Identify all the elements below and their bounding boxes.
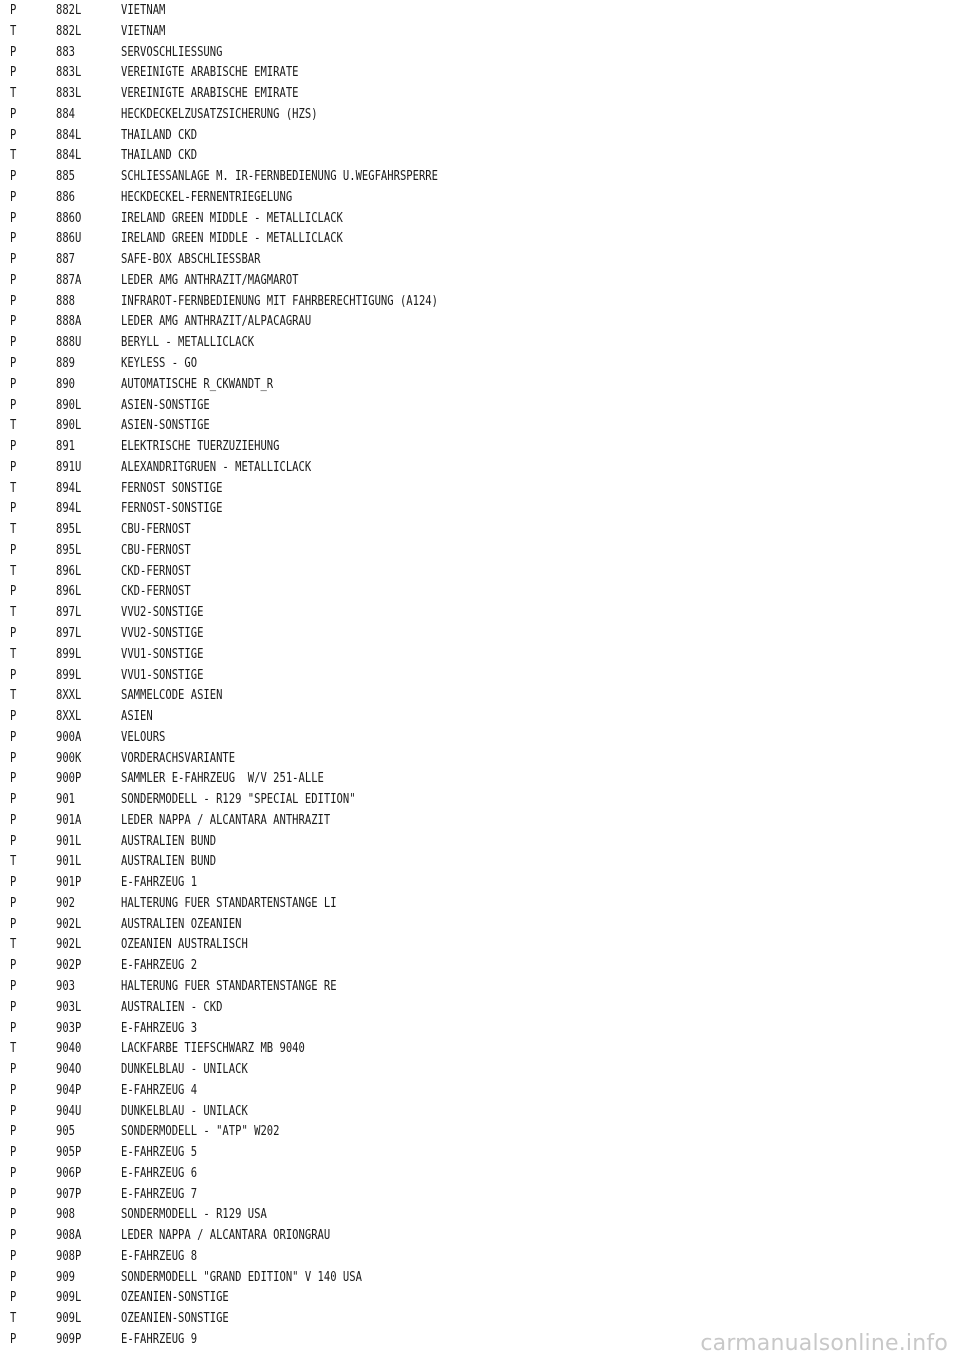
option-code: 8XXL (56, 708, 82, 725)
list-item (0, 395, 960, 416)
option-description: BERYLL - METALLICLACK (121, 334, 255, 351)
option-code: 901L (56, 832, 82, 849)
option-code: 888U (56, 334, 82, 351)
code-type: T (10, 853, 17, 870)
option-code: 909P (56, 1331, 82, 1347)
list-item (0, 478, 960, 499)
option-description: INFRAROT-FERNBEDIENUNG MIT FAHRBERECHTIGUNG (A124) (121, 292, 438, 309)
code-type: P (10, 1227, 17, 1244)
option-code: 909L (56, 1289, 82, 1306)
option-description: KEYLESS - GO (121, 355, 198, 372)
option-code: 888 (56, 292, 76, 309)
option-description: AUTOMATISCHE R_CKWANDT_R (121, 375, 274, 392)
option-description: HALTERUNG FUER STANDARTENSTANGE RE (121, 977, 337, 994)
option-code: 900K (56, 749, 82, 766)
list-item (0, 976, 960, 997)
code-type: P (10, 438, 17, 455)
list-item (0, 83, 960, 104)
list-item (0, 353, 960, 374)
option-description: HECKDECKELZUSATZSICHERUNG (HZS) (121, 105, 318, 122)
code-type: P (10, 1102, 17, 1119)
option-code: 901L (56, 853, 82, 870)
option-code: 890L (56, 417, 82, 434)
option-code: 903 (56, 977, 76, 994)
option-code: 904P (56, 1081, 82, 1098)
option-code: 882L (56, 2, 82, 18)
code-type: P (10, 749, 17, 766)
list-item (0, 561, 960, 582)
option-code: 886U (56, 230, 82, 247)
list-item (0, 540, 960, 561)
option-code: 890L (56, 396, 82, 413)
code-type: T (10, 417, 17, 434)
option-description: DUNKELBLAU - UNILACK (121, 1061, 248, 1078)
code-type: T (10, 479, 17, 496)
option-description: THAILAND CKD (121, 126, 198, 143)
code-type: P (10, 1019, 17, 1036)
option-description: OZEANIEN AUSTRALISCH (121, 936, 248, 953)
option-description: DUNKELBLAU - UNILACK (121, 1102, 248, 1119)
option-code: 895L (56, 521, 82, 538)
option-description: E-FAHRZEUG 7 (121, 1185, 198, 1202)
code-type: P (10, 188, 17, 205)
list-item (0, 706, 960, 727)
code-type: P (10, 230, 17, 247)
option-code: 907P (56, 1185, 82, 1202)
option-code: 909L (56, 1310, 82, 1327)
list-item (0, 1163, 960, 1184)
option-description: E-FAHRZEUG 4 (121, 1081, 198, 1098)
code-type: P (10, 313, 17, 330)
list-item (0, 934, 960, 955)
code-type: P (10, 1268, 17, 1285)
list-item (0, 1142, 960, 1163)
list-item (0, 623, 960, 644)
list-item (0, 748, 960, 769)
code-type: P (10, 1061, 17, 1078)
option-description: SAMMELCODE ASIEN (121, 687, 223, 704)
option-description: AUSTRALIEN - CKD (121, 998, 223, 1015)
option-code: 897L (56, 624, 82, 641)
option-code: 902L (56, 936, 82, 953)
option-code: 908 (56, 1206, 76, 1223)
option-code: 894L (56, 479, 82, 496)
list-item (0, 955, 960, 976)
option-description: ASIEN (121, 708, 153, 725)
list-item (0, 415, 960, 436)
option-code: 908P (56, 1247, 82, 1264)
list-item (0, 187, 960, 208)
list-item (0, 374, 960, 395)
list-item (0, 457, 960, 478)
option-code: 883 (56, 43, 76, 60)
option-code: 8XXL (56, 687, 82, 704)
code-type: P (10, 375, 17, 392)
list-item (0, 1018, 960, 1039)
code-type: P (10, 251, 17, 268)
code-type: P (10, 957, 17, 974)
list-item (0, 1308, 960, 1329)
option-code: 901 (56, 791, 76, 808)
option-code: 883L (56, 85, 82, 102)
option-description: CKD-FERNOST (121, 562, 191, 579)
option-code: 886O (56, 209, 82, 226)
option-code: 900P (56, 770, 82, 787)
code-type: P (10, 209, 17, 226)
option-code: 906P (56, 1164, 82, 1181)
list-item (0, 1101, 960, 1122)
list-item (0, 665, 960, 686)
list-item (0, 125, 960, 146)
option-code: 884L (56, 147, 82, 164)
code-type: P (10, 894, 17, 911)
code-type: P (10, 977, 17, 994)
code-type: P (10, 583, 17, 600)
list-item (0, 145, 960, 166)
option-description: ELEKTRISCHE TUERZUZIEHUNG (121, 438, 280, 455)
list-item (0, 1267, 960, 1288)
option-code: 894L (56, 500, 82, 517)
code-type: P (10, 271, 17, 288)
code-type: P (10, 770, 17, 787)
list-item (0, 768, 960, 789)
list-item (0, 644, 960, 665)
list-item (0, 1121, 960, 1142)
list-item (0, 208, 960, 229)
option-description: IRELAND GREEN MIDDLE - METALLICLACK (121, 209, 343, 226)
option-code: 897L (56, 604, 82, 621)
option-description: SERVOSCHLIESSUNG (121, 43, 223, 60)
code-type: T (10, 521, 17, 538)
option-description: SONDERMODELL - R129 "SPECIAL EDITION" (121, 791, 356, 808)
option-description: VVU1-SONSTIGE (121, 666, 204, 683)
option-description: E-FAHRZEUG 8 (121, 1247, 198, 1264)
code-type: P (10, 1144, 17, 1161)
code-type: T (10, 1040, 17, 1057)
list-item (0, 1038, 960, 1059)
option-description: HECKDECKEL-FERNENTRIEGELUNG (121, 188, 293, 205)
code-type: T (10, 687, 17, 704)
code-type: T (10, 1310, 17, 1327)
list-item (0, 498, 960, 519)
option-code: 903L (56, 998, 82, 1015)
option-code: 899L (56, 645, 82, 662)
option-description: AUSTRALIEN OZEANIEN (121, 915, 242, 932)
list-item (0, 810, 960, 831)
code-type: P (10, 915, 17, 932)
code-type: P (10, 396, 17, 413)
list-item (0, 914, 960, 935)
option-code: 905 (56, 1123, 76, 1140)
option-description: E-FAHRZEUG 9 (121, 1331, 198, 1347)
code-type: P (10, 666, 17, 683)
list-item (0, 893, 960, 914)
code-type: P (10, 791, 17, 808)
code-type: T (10, 936, 17, 953)
code-type: P (10, 64, 17, 81)
list-item (0, 21, 960, 42)
option-code: 891U (56, 458, 82, 475)
option-description: THAILAND CKD (121, 147, 198, 164)
code-type: P (10, 1206, 17, 1223)
list-item (0, 291, 960, 312)
option-description: FERNOST-SONSTIGE (121, 500, 223, 517)
option-code: 884 (56, 105, 76, 122)
option-code: 884L (56, 126, 82, 143)
option-description: LEDER NAPPA / ALCANTARA ANTHRAZIT (121, 811, 331, 828)
option-code: 882L (56, 22, 82, 39)
option-description: VIETNAM (121, 22, 166, 39)
option-description: ASIEN-SONSTIGE (121, 396, 210, 413)
option-description: HALTERUNG FUER STANDARTENSTANGE LI (121, 894, 337, 911)
option-code: 895L (56, 541, 82, 558)
option-description: E-FAHRZEUG 6 (121, 1164, 198, 1181)
option-code: 896L (56, 583, 82, 600)
list-item (0, 311, 960, 332)
option-code: 896L (56, 562, 82, 579)
option-description: LEDER AMG ANTHRAZIT/MAGMAROT (121, 271, 299, 288)
list-item (0, 851, 960, 872)
option-description: VORDERACHSVARIANTE (121, 749, 236, 766)
option-code: 904O (56, 1061, 82, 1078)
code-type: T (10, 147, 17, 164)
list-item (0, 872, 960, 893)
list-item (0, 602, 960, 623)
code-type: P (10, 624, 17, 641)
code-type: P (10, 1123, 17, 1140)
option-description: VIETNAM (121, 2, 166, 18)
option-description: SONDERMODELL "GRAND EDITION" V 140 USA (121, 1268, 362, 1285)
code-type: P (10, 1164, 17, 1181)
list-item (0, 1246, 960, 1267)
option-code: 905P (56, 1144, 82, 1161)
code-type: P (10, 43, 17, 60)
code-type: T (10, 604, 17, 621)
code-type: P (10, 874, 17, 891)
option-code: 901A (56, 811, 82, 828)
option-description: CBU-FERNOST (121, 541, 191, 558)
code-type: T (10, 85, 17, 102)
code-type: P (10, 998, 17, 1015)
code-type: P (10, 541, 17, 558)
option-description: AUSTRALIEN BUND (121, 832, 217, 849)
list-item (0, 42, 960, 63)
option-description: VVU2-SONSTIGE (121, 604, 204, 621)
code-type: P (10, 708, 17, 725)
option-description: E-FAHRZEUG 3 (121, 1019, 198, 1036)
list-item (0, 270, 960, 291)
code-type: P (10, 1331, 17, 1347)
watermark: carmanualsonline.info (700, 1331, 948, 1356)
code-type: P (10, 1247, 17, 1264)
code-type: P (10, 1185, 17, 1202)
list-item (0, 249, 960, 270)
option-description: VEREINIGTE ARABISCHE EMIRATE (121, 64, 299, 81)
code-type: P (10, 292, 17, 309)
option-description: LEDER AMG ANTHRAZIT/ALPACAGRAU (121, 313, 312, 330)
option-description: SCHLIESSANLAGE M. IR-FERNBEDIENUNG U.WEGFAHRSPERRE (121, 168, 438, 185)
option-code: 900A (56, 728, 82, 745)
list-item (0, 62, 960, 83)
option-description: SAFE-BOX ABSCHLIESSBAR (121, 251, 261, 268)
option-description: SONDERMODELL - "ATP" W202 (121, 1123, 280, 1140)
option-description: OZEANIEN-SONSTIGE (121, 1289, 229, 1306)
code-type: T (10, 562, 17, 579)
list-item (0, 1080, 960, 1101)
option-code: 891 (56, 438, 76, 455)
code-type: P (10, 355, 17, 372)
code-type: T (10, 645, 17, 662)
option-code: 901P (56, 874, 82, 891)
code-type: T (10, 22, 17, 39)
list-item (0, 332, 960, 353)
list-item (0, 685, 960, 706)
option-code: 903P (56, 1019, 82, 1036)
option-description: AUSTRALIEN BUND (121, 853, 217, 870)
option-code: 887A (56, 271, 82, 288)
option-description: VVU2-SONSTIGE (121, 624, 204, 641)
option-code: 902P (56, 957, 82, 974)
list-item (0, 228, 960, 249)
option-description: E-FAHRZEUG 2 (121, 957, 198, 974)
option-code: 904U (56, 1102, 82, 1119)
option-code: 883L (56, 64, 82, 81)
code-type: P (10, 2, 17, 18)
code-type: P (10, 1289, 17, 1306)
option-description: SAMMLER E-FAHRZEUG W/V 251-ALLE (121, 770, 324, 787)
code-type: P (10, 728, 17, 745)
option-description: OZEANIEN-SONSTIGE (121, 1310, 229, 1327)
list-item (0, 166, 960, 187)
option-code: 908A (56, 1227, 82, 1244)
option-code: 889 (56, 355, 76, 372)
option-description: LACKFARBE TIEFSCHWARZ MB 9040 (121, 1040, 305, 1057)
list-item (0, 581, 960, 602)
option-description: CKD-FERNOST (121, 583, 191, 600)
option-code: 902 (56, 894, 76, 911)
list-item (0, 1225, 960, 1246)
list-item (0, 1204, 960, 1225)
option-description: SONDERMODELL - R129 USA (121, 1206, 267, 1223)
option-description: E-FAHRZEUG 5 (121, 1144, 198, 1161)
option-code: 888A (56, 313, 82, 330)
option-code: 886 (56, 188, 76, 205)
list-item (0, 789, 960, 810)
option-description: FERNOST SONSTIGE (121, 479, 223, 496)
option-description: VVU1-SONSTIGE (121, 645, 204, 662)
option-code: 899L (56, 666, 82, 683)
option-description: E-FAHRZEUG 1 (121, 874, 198, 891)
option-description: ALEXANDRITGRUEN - METALLICLACK (121, 458, 312, 475)
option-description: ASIEN-SONSTIGE (121, 417, 210, 434)
option-description: CBU-FERNOST (121, 521, 191, 538)
code-type: P (10, 126, 17, 143)
list-item (0, 436, 960, 457)
code-type: P (10, 811, 17, 828)
option-code: 885 (56, 168, 76, 185)
code-type: P (10, 832, 17, 849)
option-code: 902L (56, 915, 82, 932)
option-description: VELOURS (121, 728, 166, 745)
option-description: IRELAND GREEN MIDDLE - METALLICLACK (121, 230, 343, 247)
list-item (0, 1287, 960, 1308)
list-item (0, 997, 960, 1018)
list-item (0, 831, 960, 852)
list-item (0, 1184, 960, 1205)
code-type: P (10, 458, 17, 475)
option-description: VEREINIGTE ARABISCHE EMIRATE (121, 85, 299, 102)
option-code: 887 (56, 251, 76, 268)
option-code: 9040 (56, 1040, 82, 1057)
code-type: P (10, 500, 17, 517)
option-code: 909 (56, 1268, 76, 1285)
list-item (0, 1059, 960, 1080)
list-item (0, 104, 960, 125)
code-type: P (10, 168, 17, 185)
list-item (0, 0, 960, 21)
option-code: 890 (56, 375, 76, 392)
code-type: P (10, 1081, 17, 1098)
option-description: LEDER NAPPA / ALCANTARA ORIONGRAU (121, 1227, 331, 1244)
code-type: P (10, 334, 17, 351)
list-item (0, 727, 960, 748)
list-item (0, 519, 960, 540)
code-type: P (10, 105, 17, 122)
